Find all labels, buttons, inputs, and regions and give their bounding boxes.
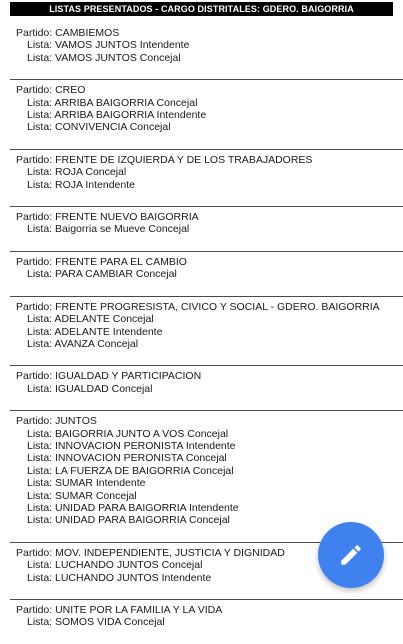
lista-item: Lista: UNIDAD PARA BAIGORRIA Concejal (27, 514, 230, 527)
lista-item: Lista: ADELANTE Concejal (27, 313, 154, 326)
lista-item: Lista: LUCHANDO JUNTOS Concejal (27, 559, 203, 572)
partido-name: Partido: CAMBIEMOS (16, 27, 120, 39)
lista-item: Lista: SOMOS VIDA Concejal (27, 616, 165, 629)
partido-name: Partido: MOV. INDEPENDIENTE, JUSTICIA Y DIGNIDAD (16, 546, 285, 559)
lista-item: Lista: VAMOS JUNTOS Concejal (27, 51, 181, 64)
partido-name: Partido: FRENTE NUEVO BAIGORRIA (16, 211, 199, 224)
page-title: LISTAS PRESENTADOS - CARGO DISTRITALES: GDERO. BAIGORRIA (49, 4, 354, 14)
partido-name: Partido: FRENTE PARA EL CAMBIO (16, 255, 187, 268)
lista-item: Lista: Baigorria se Mueve Concejal (27, 223, 190, 236)
partido-group (10, 79, 403, 149)
lista-item: Lista: SUMAR Concejal (27, 489, 137, 502)
lista-item: Lista: LUCHANDO JUNTOS Intendente (27, 571, 212, 584)
partido-name: Partido: UNITE POR LA FAMILIA Y LA VIDA (16, 604, 223, 616)
partido-group (10, 251, 403, 296)
partido-group (10, 149, 403, 206)
partido-group (10, 296, 403, 366)
partido-group (10, 206, 403, 251)
lista-item: Lista: ARRIBA BAIGORRIA Intendente (27, 109, 207, 122)
partido-group (10, 22, 403, 79)
partido-group (10, 599, 403, 644)
partido-name: Partido: FRENTE DE IZQUIERDA Y DE LOS TRABAJADORES (16, 153, 313, 166)
lista-item: Lista: ARRIBA BAIGORRIA Concejal (27, 96, 198, 109)
lista-item: Lista: AVANZA Concejal (27, 337, 139, 350)
partido-group (10, 365, 403, 410)
partido-name: Partido: IGUALDAD Y PARTICIPACION (16, 370, 202, 383)
partido-name: Partido: CREO (16, 84, 86, 97)
edit-fab-button[interactable] (318, 522, 384, 588)
lista-item: Lista: ADELANTE Intendente (27, 325, 163, 338)
page-header (10, 2, 393, 16)
pencil-icon (338, 542, 364, 568)
lista-item: Lista: LA FUERZA DE BAIGORRIA Concejal (27, 464, 234, 477)
lista-item: Lista: IGUALDAD Concejal (27, 382, 153, 395)
lista-item: Lista: ROJA Concejal (27, 166, 127, 179)
partido-name: Partido: FRENTE PROGRESISTA, CIVICO Y SOCIAL - GDERO. BAIGORRIA (16, 300, 380, 313)
lista-item: Lista: CONVIVENCIA Concejal (27, 121, 171, 134)
lista-item: Lista: PARA CAMBIAR Concejal (27, 268, 177, 281)
lista-item: Lista: SUMAR Intendente (27, 477, 146, 490)
lista-item: Lista: VAMOS JUNTOS Intendente (27, 39, 190, 52)
partido-name: Partido: JUNTOS (16, 415, 97, 428)
lista-item: Lista: ROJA Intendente (27, 178, 135, 191)
lista-item: Lista: BAIGORRIA JUNTO A VOS Concejal (27, 427, 229, 440)
lista-item: Lista: INNOVACION PERONISTA Intendente (27, 439, 236, 452)
lista-item: Lista: UNIDAD PARA BAIGORRIA Intendente (27, 501, 239, 514)
lista-item: Lista: INNOVACION PERONISTA Concejal (27, 452, 227, 465)
